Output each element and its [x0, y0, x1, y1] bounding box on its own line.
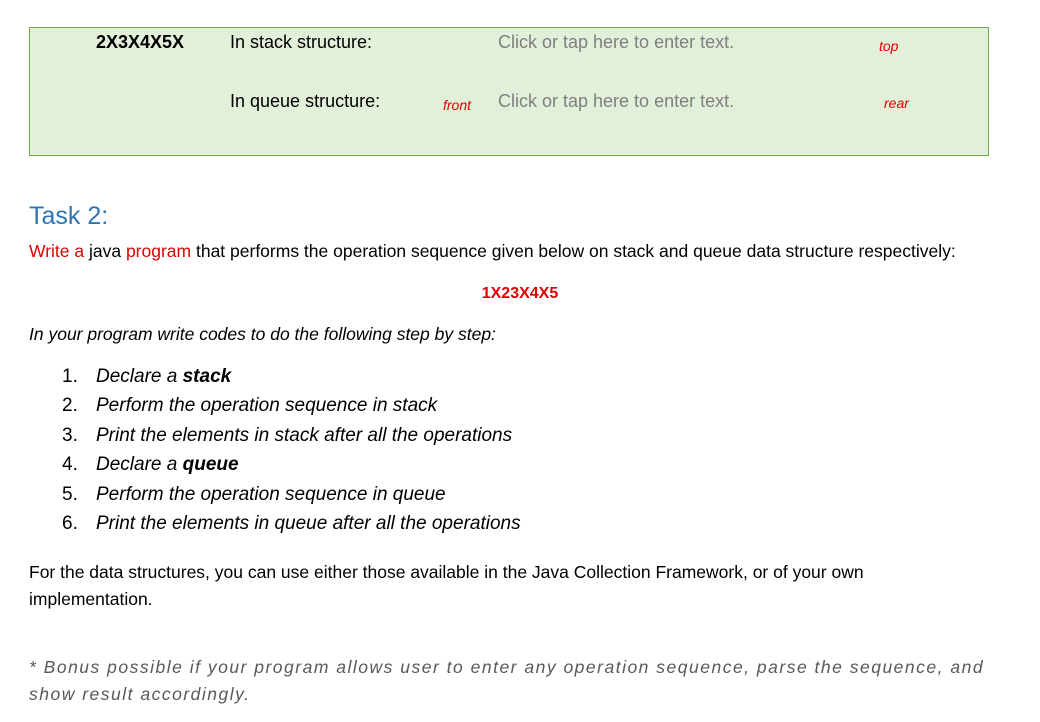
step-text	[96, 484, 446, 506]
step-number: 6.	[62, 512, 78, 534]
rear-label: rear	[884, 95, 909, 111]
step-bold-part: queue	[182, 454, 239, 476]
step-number: 5.	[62, 483, 78, 505]
stack-structure-label: In stack structure:	[230, 32, 373, 52]
task-sequence: 1X23X4X5	[481, 285, 559, 302]
step-text	[96, 454, 239, 476]
top-label: top	[879, 38, 899, 54]
box-sequence: 2X3X4X5X	[96, 32, 185, 52]
data-structures-paragraph: For the data structures, you can use either those available in the Java Collection Framework, or of your own implementation.	[29, 562, 864, 609]
task-heading: Task 2:	[29, 202, 109, 230]
step-number: 2.	[62, 395, 78, 417]
task-instruction: In your program write codes to do the following step by step:	[29, 324, 496, 344]
step-text	[96, 425, 512, 447]
step-number: 4.	[62, 454, 78, 476]
step-number: 3.	[62, 424, 78, 446]
intro-write-a: Write a	[29, 241, 85, 261]
bonus-note: * Bonus possible if your program allows user to enter any operation sequence, parse the sequence, and show result accordingly.	[29, 657, 985, 704]
front-label: front	[443, 97, 472, 113]
step-text-part: Print the elements in stack after all the operations	[96, 424, 513, 446]
step-number: 1.	[62, 366, 78, 387]
intro-java: java	[84, 241, 126, 261]
step-text-part: Declare a	[96, 366, 183, 387]
task-intro	[29, 241, 956, 262]
step-text-part: Perform the operation sequence in stack	[96, 395, 438, 417]
step-text-part: Print the elements in queue after all the operations	[96, 512, 521, 534]
intro-program: program	[125, 241, 192, 261]
queue-answer-field[interactable]: Click or tap here to enter text.	[498, 91, 735, 111]
intro-rest: that performs the operation sequence given below on stack and queue data structure respectively:	[191, 241, 956, 261]
step-bold-part: stack	[182, 366, 232, 387]
step-text	[96, 513, 521, 535]
stack-answer-field[interactable]: Click or tap here to enter text.	[498, 32, 735, 52]
step-text	[96, 395, 437, 417]
step-text-part: Perform the operation sequence in queue	[96, 483, 446, 505]
queue-structure-label: In queue structure:	[230, 91, 381, 111]
step-text	[96, 366, 231, 388]
step-text-part: Declare a	[96, 454, 183, 476]
